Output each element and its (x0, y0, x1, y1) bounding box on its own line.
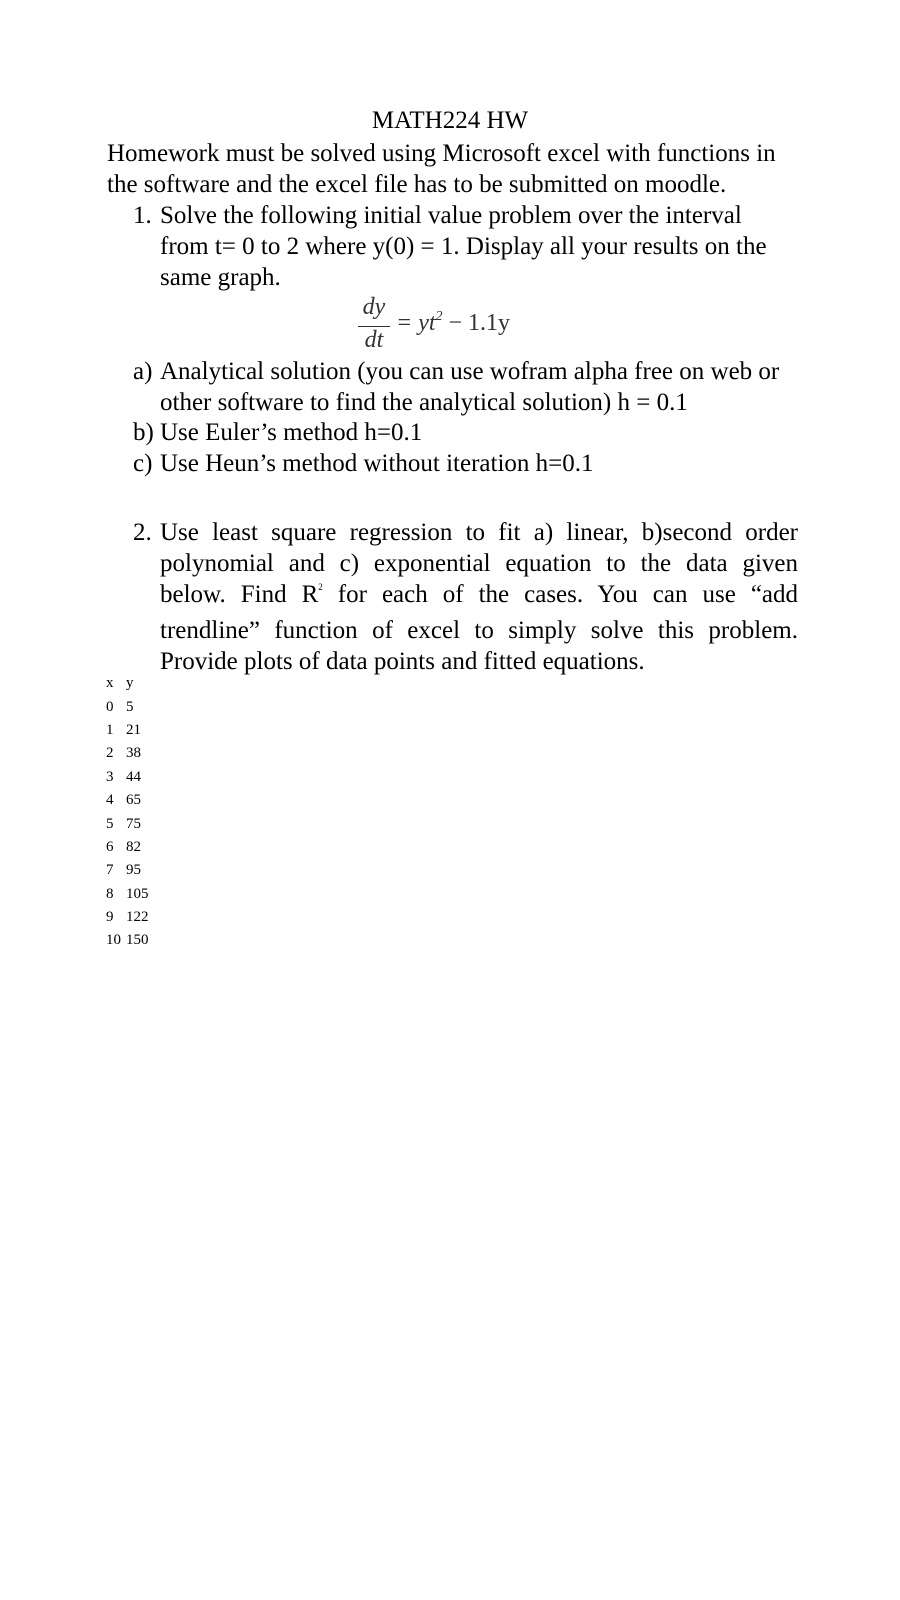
header-x: x (106, 675, 114, 692)
part-a-text: Analytical solution (you can use wofram alpha free on web or other software to find the analytical solution) h = 0.1 (160, 358, 780, 416)
part-b (133, 417, 813, 448)
cell-y: 82 (126, 838, 141, 855)
equation-rhs (396, 310, 510, 337)
table-row (106, 906, 149, 929)
r-squared-exponent: 2 (318, 582, 323, 592)
table-header-row (106, 672, 149, 695)
table-row (106, 742, 149, 765)
cell-y: 38 (126, 745, 141, 762)
question-1-text: Solve the following initial value problem over the interval from t= 0 to 2 where y(0) = 1. Display all your results on the same graph. (160, 202, 767, 291)
equation-rhs-pre: = yt (396, 310, 436, 336)
page-title: MATH224 HW (371, 107, 529, 134)
equation-exponent: 2 (435, 309, 443, 324)
cell-y: 105 (126, 885, 149, 902)
part-c-label: c) (133, 450, 153, 477)
cell-y: 95 (126, 862, 141, 879)
part-a (133, 356, 813, 418)
equation-denominator: dt (364, 327, 384, 353)
cell-y: 122 (126, 909, 149, 926)
cell-x: 1 (106, 721, 114, 738)
table-row (106, 789, 149, 812)
table-row (106, 766, 149, 789)
cell-x: 3 (106, 768, 114, 785)
intro-paragraph: Homework must be solved using Microsoft excel with functions in the software and the excel file has to be submitted on moodle. (107, 140, 776, 198)
cell-y: 75 (126, 815, 141, 832)
question-2-number: 2. (133, 519, 152, 546)
header-y: y (126, 675, 134, 692)
cell-y: 44 (126, 768, 141, 785)
cell-x: 7 (106, 862, 114, 879)
cell-y: 5 (126, 698, 134, 715)
equation-numerator: dy (362, 294, 386, 320)
part-c-text: Use Heun’s method without iteration h=0.1 (160, 450, 594, 477)
table-row (106, 836, 149, 859)
data-table (106, 672, 149, 953)
question-2-text (160, 517, 798, 677)
cell-x: 9 (106, 909, 114, 926)
table-row (106, 719, 149, 742)
part-a-label: a) (133, 358, 153, 385)
equation-rhs-post: − 1.1y (442, 310, 511, 336)
cell-x: 10 (106, 932, 121, 949)
question-2-text-before: Use least square regression to fit a) linear, b)second order polynomial and c) exponential equation to the data given below. Find R (160, 519, 798, 608)
cell-y: 21 (126, 721, 141, 738)
part-b-label: b) (133, 419, 154, 446)
cell-x: 5 (106, 815, 114, 832)
cell-x: 8 (106, 885, 114, 902)
table-row (106, 883, 149, 906)
question-2 (133, 517, 798, 677)
question-1 (133, 200, 793, 293)
table-row (106, 812, 149, 835)
table-row (106, 929, 149, 952)
cell-x: 2 (106, 745, 114, 762)
question-2-text-after: for each of the cases. You can use “add trendline” function of excel to simply solve this problem. Provide plots of data points and fitted equations. (160, 581, 799, 675)
cell-x: 6 (106, 838, 114, 855)
question-1-number: 1. (133, 202, 152, 229)
part-b-text: Use Euler’s method h=0.1 (160, 419, 423, 446)
part-c (133, 448, 813, 479)
cell-y: 150 (126, 932, 149, 949)
table-row (106, 859, 149, 882)
table-row (106, 695, 149, 718)
cell-x: 0 (106, 698, 114, 715)
cell-y: 65 (126, 792, 141, 809)
cell-x: 4 (106, 792, 114, 809)
